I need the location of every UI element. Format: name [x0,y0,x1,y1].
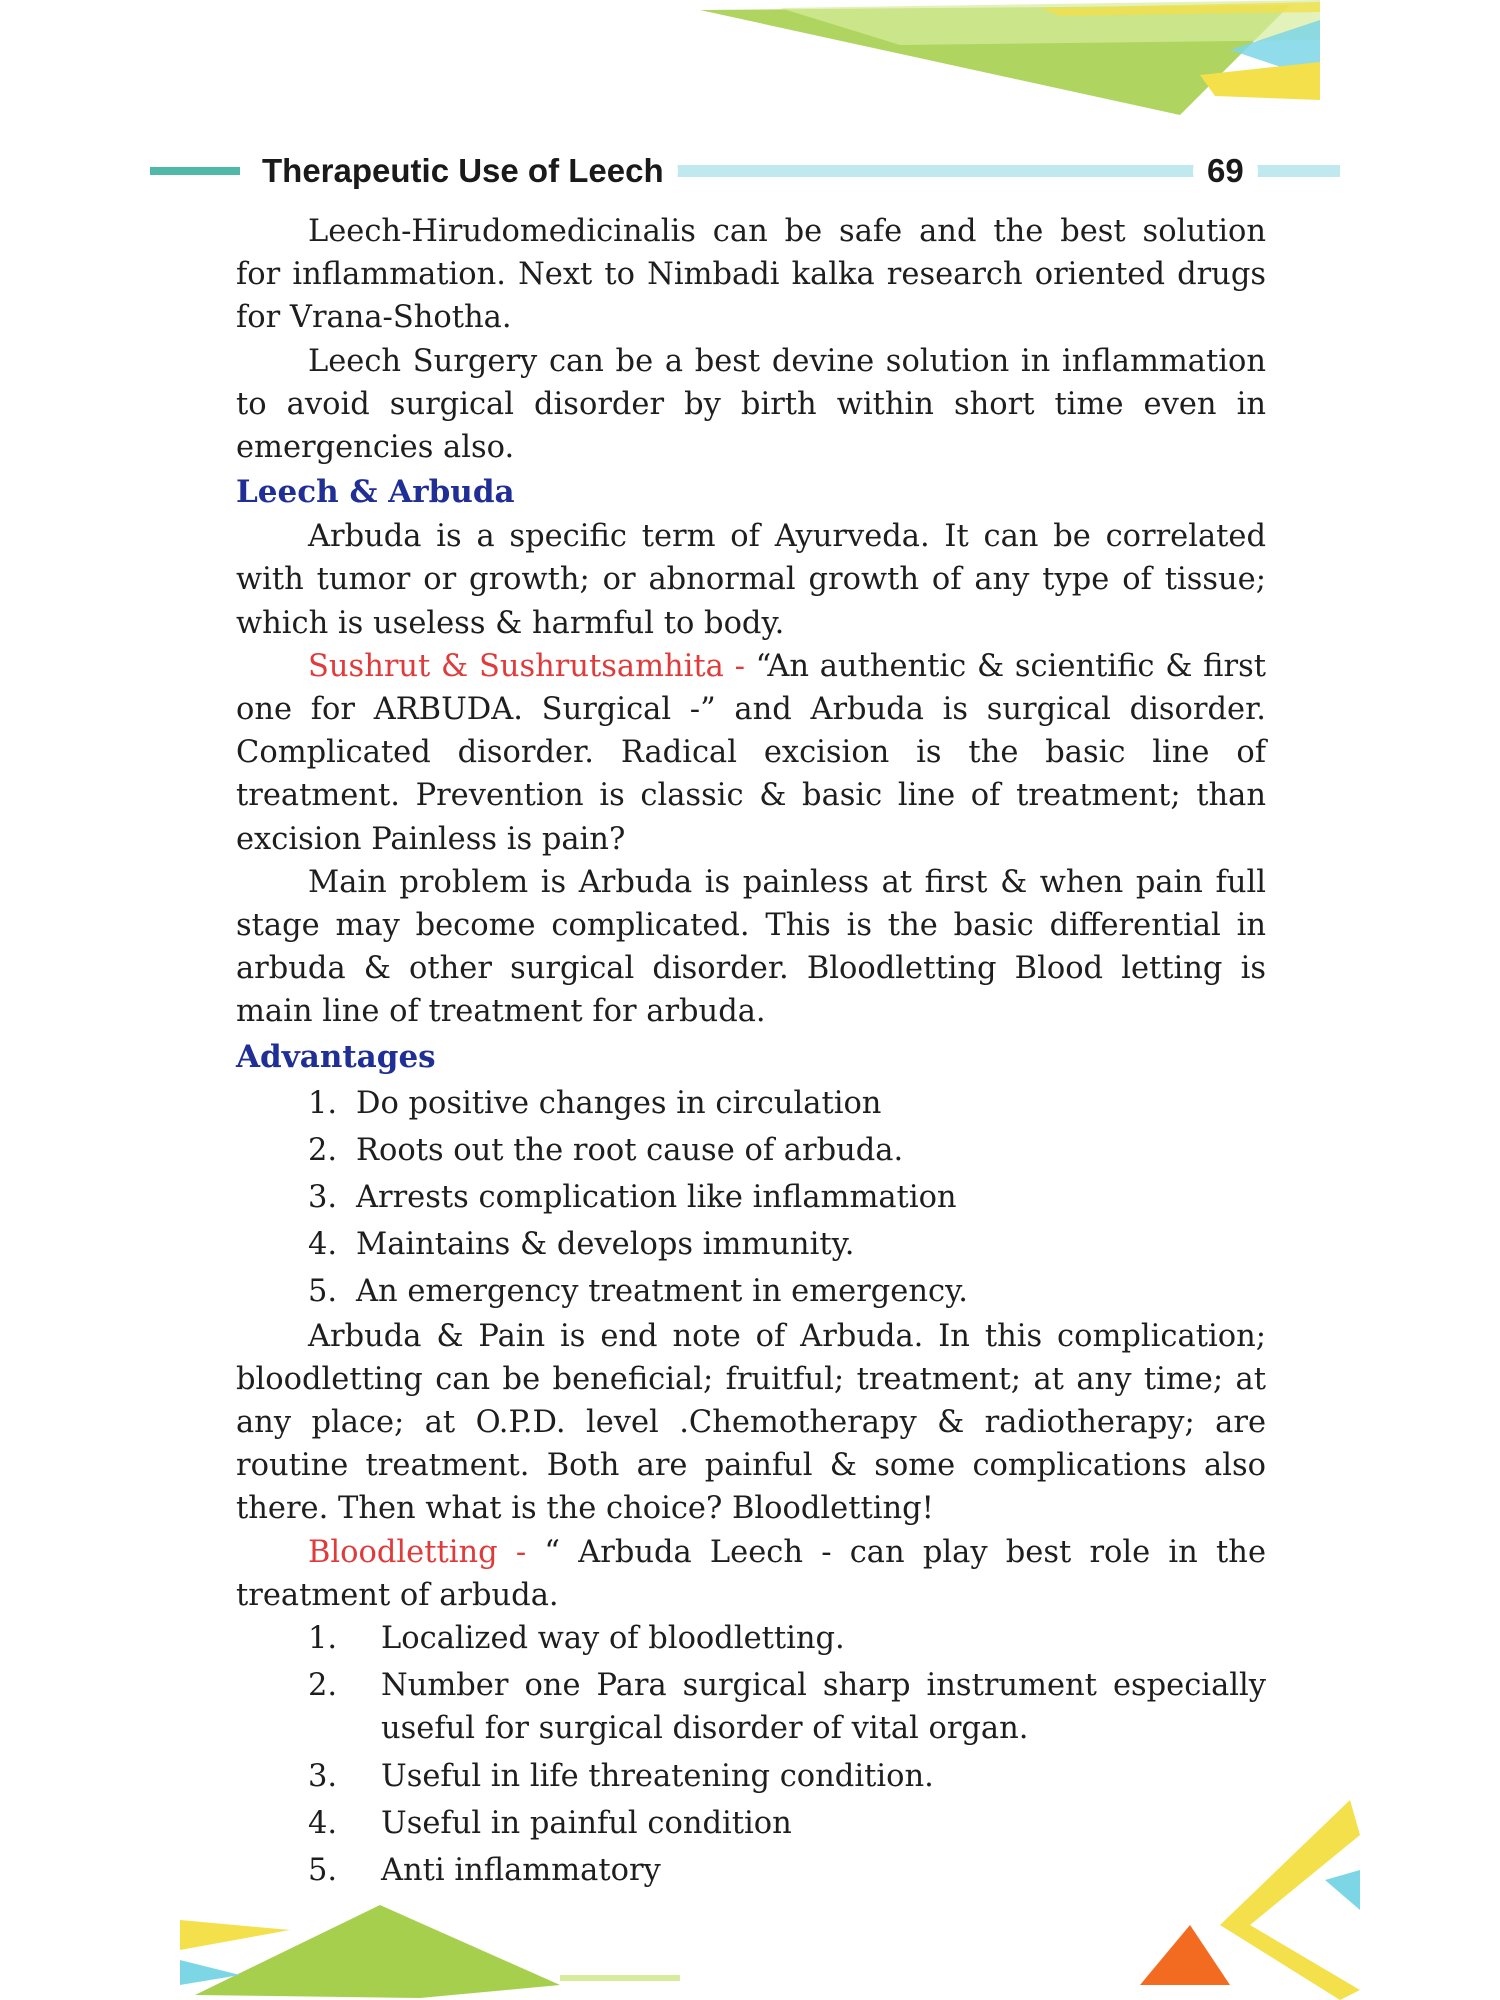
list-item [236,1174,1266,1221]
intro-paragraph-2: Leech Surgery can be a best devine solution in inflammation to avoid surgical disorder by birth within short time even in emergencies also. [236,343,1266,466]
list-item-text: Arrests complication like inflammation [356,1179,957,1215]
bloodletting-highlight: Bloodletting - [308,1534,545,1570]
bloodletting-text: “ Arbuda Leech - can play best role in the treatment of arbuda. [236,1534,1266,1613]
list-item-number: 3. [308,1179,338,1215]
list-item-text: Maintains & develops immunity. [356,1226,855,1262]
heading-leech-arbuda: Leech & Arbuda [236,474,515,511]
list-item-number: 2. [308,1668,338,1704]
bottom-right-orange-triangle [1140,1925,1230,1985]
list-item [236,1849,1266,1892]
list-item-text: An emergency treatment in emergency. [356,1273,968,1309]
arbuda-pain-paragraph: Arbuda & Pain is end note of Arbuda. In this complication; bloodletting can be beneficial; fruitful; treatment; at any time; at any place; at O.P.D. level .Chemotherapy & radiotherapy; are routine treatment. Both are painful & some complications also there. Then what is the choice? Bloodletting! [236,1318,1266,1527]
bottom-left-green-stripe [560,1975,680,1981]
header-bar-left [150,167,240,175]
list-item-text: Roots out the root cause of arbuda. [356,1132,904,1168]
list-item-text: Do positive changes in circulation [356,1085,882,1121]
list-item-number: 1. [308,1085,338,1121]
intro-paragraph-1: Leech-Hirudomedicinalis can be safe and the best solution for inflammation. Next to Nimbadi kalka research oriented drugs for Vrana-Shotha. [236,214,1266,336]
list-item-text: Number one Para surgical sharp instrument especially useful for surgical disorder of vital organ. [381,1668,1266,1747]
list-item-text: Useful in painful condition [381,1805,792,1841]
bloodletting-paragraph [236,1531,1266,1617]
page-number: 69 [1193,150,1258,192]
bottom-left-green-shape [195,1905,560,1998]
list-item-number: 4. [308,1226,338,1262]
arbuda-paragraph-1: Arbuda is a specific term of Ayurveda. It can be correlated with tumor or growth; or abnormal growth of any type of tissue; which is useless & harmful to body. [236,519,1266,641]
list-item-number: 2. [308,1132,338,1168]
list-item [236,1617,1266,1660]
list-item [236,1664,1266,1750]
list-item-number: 3. [308,1758,338,1794]
arbuda-paragraph-2 [236,645,1266,861]
list-item [236,1755,1266,1798]
list-item-number: 4. [308,1805,338,1841]
bloodletting-list [236,1617,1266,1892]
list-item [236,1080,1266,1127]
page-body [236,210,1266,1892]
sushrut-text: “An authentic & scientific & first one for ARBUDA. Surgical -” and Arbuda is surgical disorder. Complicated disorder. Radical excision is the basic line of treatment. Prevention is classic & basic line of treatment; than excision Painless is pain? [236,648,1266,857]
list-item-number: 5. [308,1273,338,1309]
arbuda-paragraph-3: Main problem is Arbuda is painless at first & when pain full stage may become complicated. This is the basic differential in arbuda & other surgical disorder. Bloodletting Blood letting is main line of treatment for arbuda. [236,864,1266,1030]
list-item [236,1221,1266,1268]
list-item-text: Anti inflammatory [381,1853,661,1889]
list-item-number: 5. [308,1853,338,1889]
sushrut-highlight: Sushrut & Sushrutsamhita - [308,648,756,684]
list-item [236,1127,1266,1174]
heading-advantages: Advantages [236,1038,436,1075]
running-header-title: Therapeutic Use of Leech [248,150,678,192]
list-item-text: Useful in life threatening condition. [381,1758,934,1794]
list-item-text: Localized way of bloodletting. [381,1621,845,1657]
list-item [236,1268,1266,1315]
bottom-left-yellow-shape [180,1920,290,1950]
advantages-list [236,1080,1266,1315]
list-item [236,1802,1266,1845]
list-item-number: 1. [308,1621,338,1657]
bottom-right-cyan-shape [1325,1870,1360,1910]
